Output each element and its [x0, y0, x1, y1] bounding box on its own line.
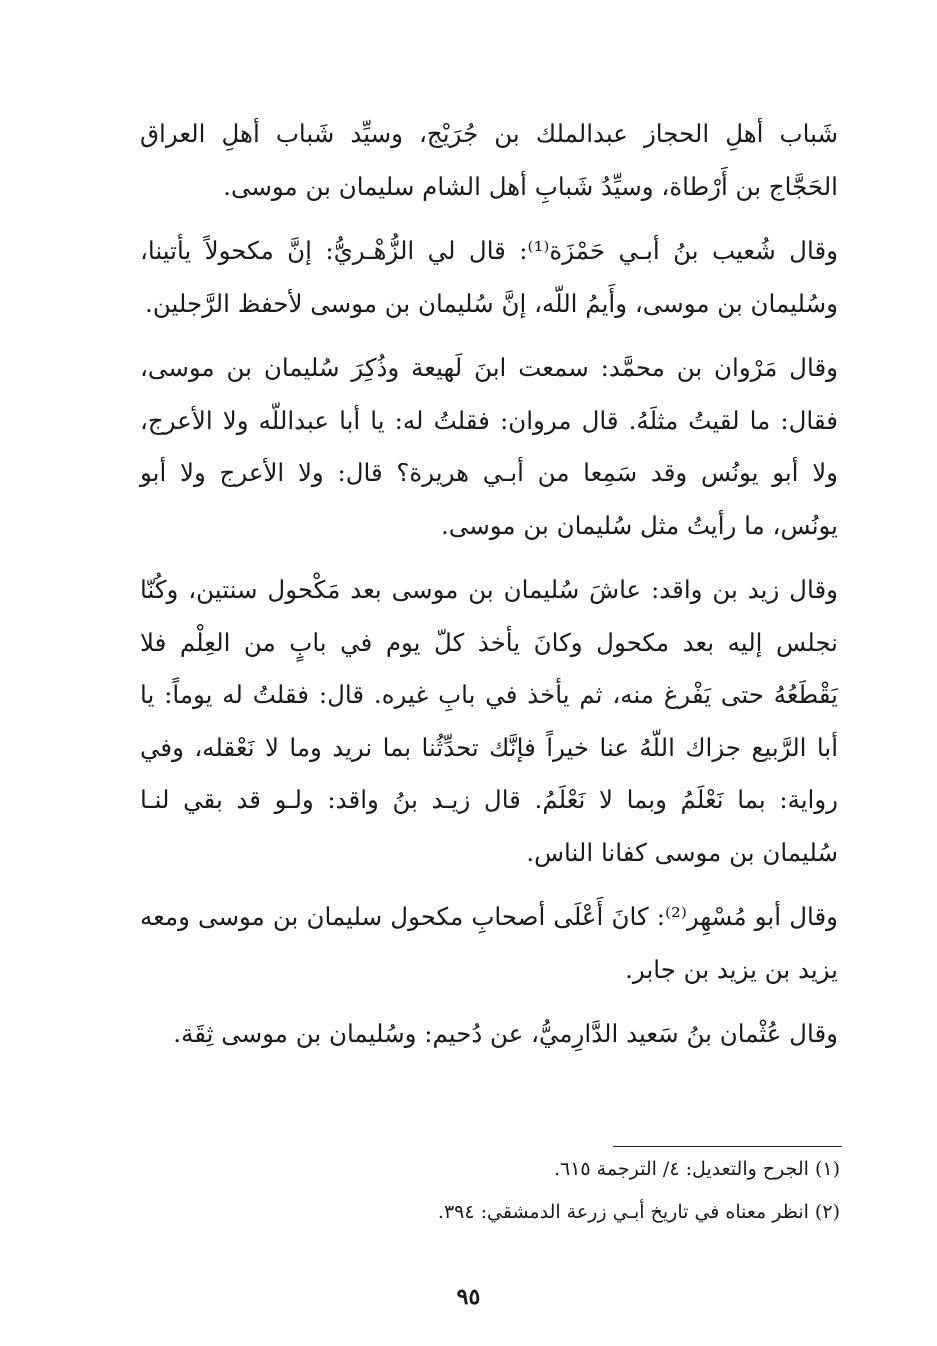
paragraph-3: وقال مَرْوان بن محمَّد: سمعت ابنَ لَهيعة وذُكِرَ سُليمان بن موسى، فقال: ما لقيتُ مثلَهُ. قال مروان: فقلتُ له: يا أبا عبداللّه ولا الأعرج، ولا أبو يونُس وقد سَمِعا من أبـي هريرة؟ قال: ولا الأعرج ولا أبو يونُس، ما رأيتُ مثل سُليمان بن موسى. [140, 353, 838, 540]
paragraph-5: وقال أبو مُسْهِر⁽²⁾: كانَ أَعْلَى أصحابِ مكحول سليمان بن موسى ومعه يزيد بن يزيد بن جابر. [140, 902, 838, 984]
footnote-2: (٢) انظر معناه في تاريخ أبـي زرعة الدمشقي: ٣٩٤. [437, 1201, 840, 1223]
footnote-1: (١) الجرح والتعديل: ٤/ الترجمة ٦١٥. [553, 1158, 840, 1180]
paragraph-6: وقال عُثْمان بنُ سَعيد الدَّارِميُّ، عن دُحيم: وسُليمان بن موسى ثِقَة. [173, 1019, 838, 1048]
paragraph-4: وقال زيد بن واقد: عاشَ سُليمان بن موسى بعد مَكْحول سنتين، وكُنّا نجلس إليه بعد مكحول وكانَ يأخذ كلّ يوم في بابٍ من العِلْم فلا يَقْطَعُهُ حتى يَفْرغ منه، ثم يأخذ في بابِ غيره. قال: فقلتُ له يوماً: يا أبا الرَّبيع جزاك اللّهُ عنا خيراً فإنَّك تحدِّثُنا بما نريد وما لا نَعْقله، وفي رواية: بما نَعْلَمُ وبما لا نَعْلَمُ. قال زيـد بنُ واقد: ولـو قد بقي لنـا سُليمان بن موسى كفانا الناس. [140, 575, 838, 867]
page-number: ٩٥ [456, 1284, 481, 1310]
footnote-separator [613, 1146, 842, 1147]
main-text [140, 108, 838, 1073]
footnotes [140, 1150, 840, 1236]
paragraph-1: شَباب أهلِ الحجاز عبدالملك بن جُرَيْج، وسيِّد شَباب أهلِ العراق الحَجَّاج بن أَرْطاة، وسيِّدُ شَبابِ أهل الشام سليمان بن موسى. [140, 119, 838, 201]
paragraph-2: وقال شُعيب بنُ أبـي حَمْزَة⁽¹⁾: قال لي الزُّهْـريُّ: إنَّ مكحولاً يأتينا، وسُليمان بن موسى، وأَيمُ اللّه، إنَّ سُليمان بن موسى لأحفظ الرَّجلين. [140, 236, 838, 318]
